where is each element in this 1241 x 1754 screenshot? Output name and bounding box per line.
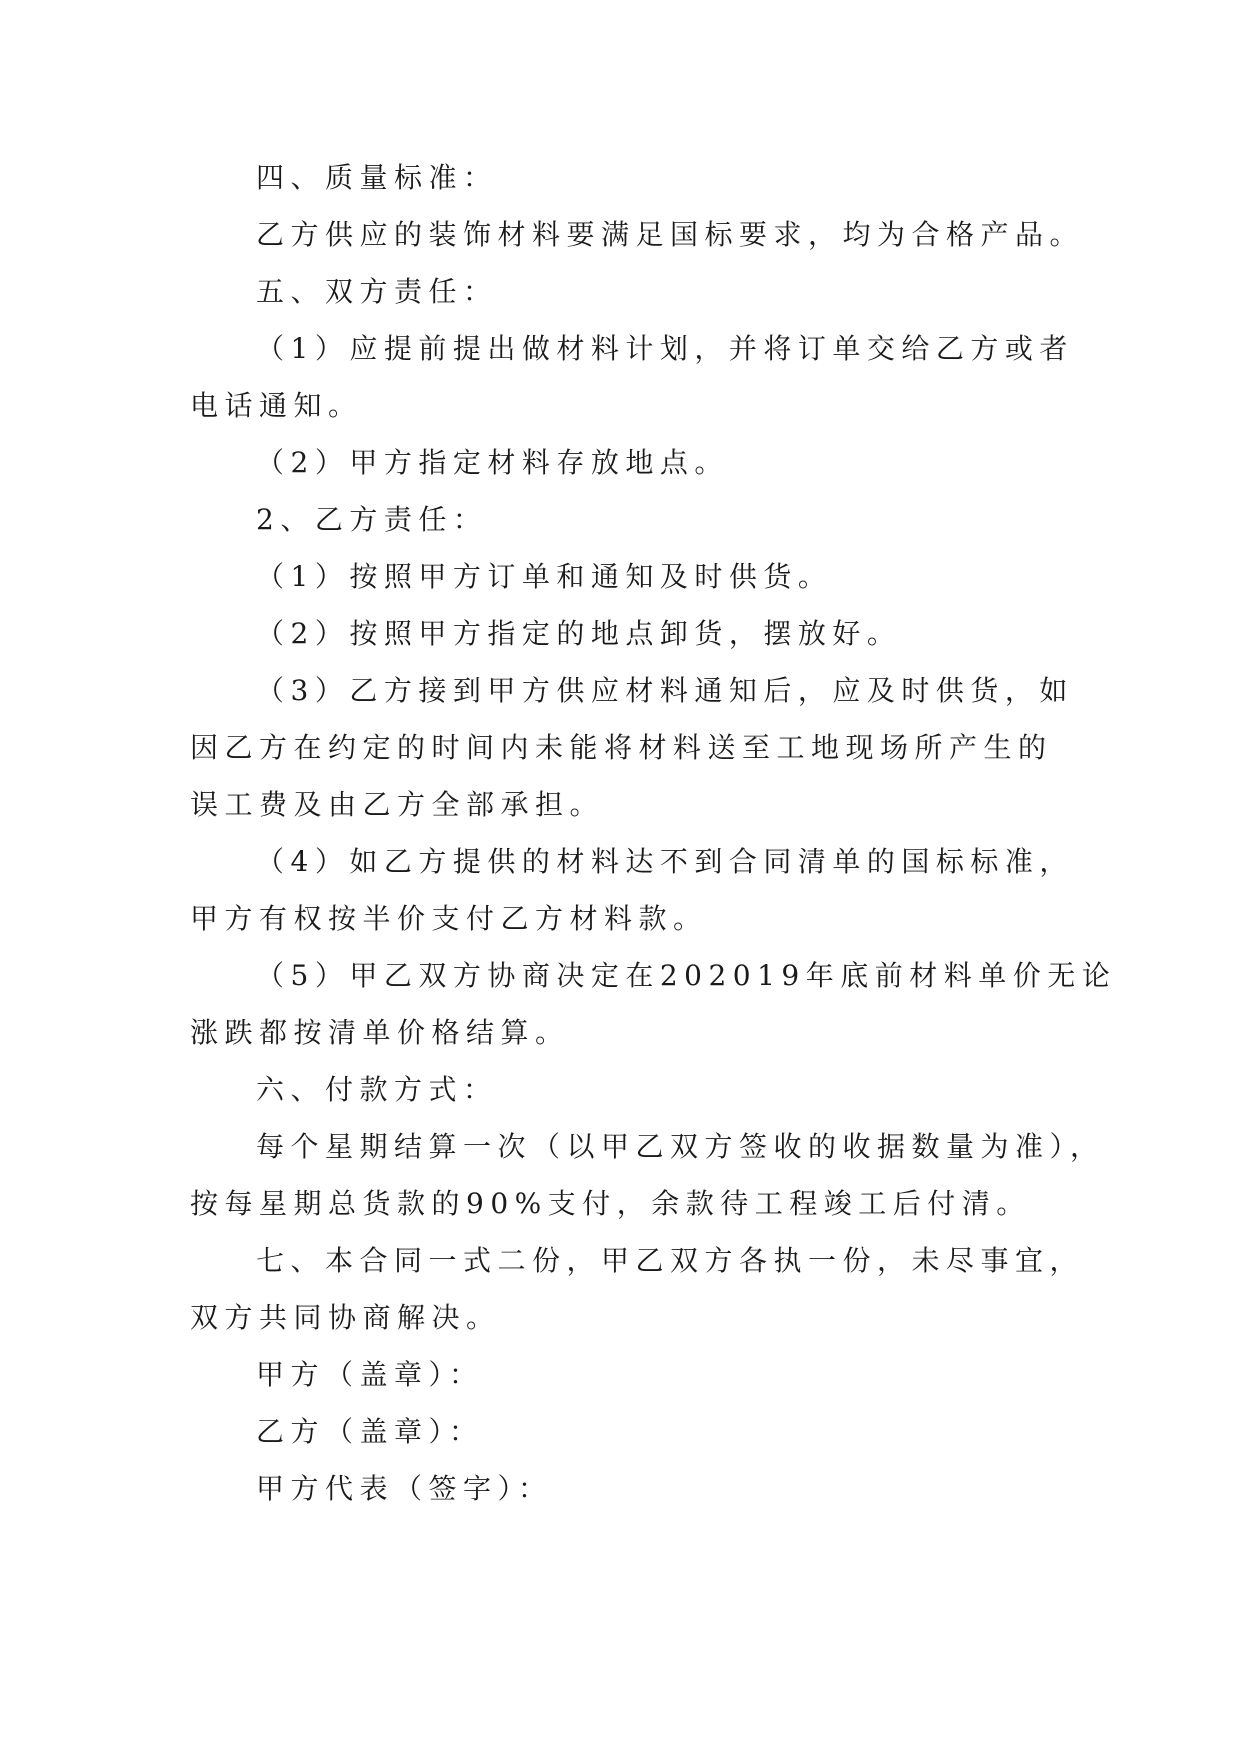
- b-item-3-line-2: 因乙方在约定的时间内未能将材料送至工地现场所产生的: [190, 731, 1053, 764]
- copies-line-2: 双方共同协商解决。: [190, 1301, 501, 1334]
- party-a-signature-label: 甲方代表（签字）：: [256, 1472, 553, 1505]
- party-a-seal-label: 甲方（盖章）：: [256, 1358, 484, 1391]
- b-item-4-line-2: 甲方有权按半价支付乙方材料款。: [190, 902, 708, 935]
- copies-line-1: 七、本合同一式二份，甲乙双方各执一份，未尽事宜，: [256, 1244, 1085, 1277]
- b-item-1: （1）按照甲方订单和通知及时供货。: [256, 560, 833, 593]
- item-1-line-2: 电话通知。: [190, 389, 363, 422]
- b-item-4-line-1: （4）如乙方提供的材料达不到合同清单的国标标准，: [256, 845, 1074, 878]
- payment-line-2: 按每星期总货款的90%支付，余款待工程竣工后付清。: [190, 1187, 1031, 1220]
- b-item-5-line-2: 涨跌都按清单价格结算。: [190, 1016, 570, 1049]
- heading-payment: 六、付款方式：: [256, 1073, 498, 1106]
- b-item-5-line-1: （5）甲乙双方协商决定在202019年底前材料单价无论: [256, 959, 1117, 992]
- heading-quality-standard: 四、质量标准：: [256, 161, 498, 194]
- payment-line-1: 每个星期结算一次（以甲乙双方签收的收据数量为准），: [256, 1130, 1105, 1163]
- item-1-line-1: （1）应提前提出做材料计划，并将订单交给乙方或者: [256, 332, 1074, 365]
- heading-responsibilities: 五、双方责任：: [256, 275, 498, 308]
- b-item-3-line-3: 误工费及由乙方全部承担。: [190, 788, 605, 821]
- heading-party-b-duty: 2、乙方责任：: [256, 503, 488, 536]
- b-item-2: （2）按照甲方指定的地点卸货，摆放好。: [256, 617, 902, 650]
- item-2: （2）甲方指定材料存放地点。: [256, 446, 729, 479]
- paragraph-quality: 乙方供应的装饰材料要满足国标要求，均为合格产品。: [256, 218, 1085, 251]
- party-b-seal-label: 乙方（盖章）：: [256, 1415, 484, 1448]
- b-item-3-line-1: （3）乙方接到甲方供应材料通知后，应及时供货，如: [256, 674, 1074, 707]
